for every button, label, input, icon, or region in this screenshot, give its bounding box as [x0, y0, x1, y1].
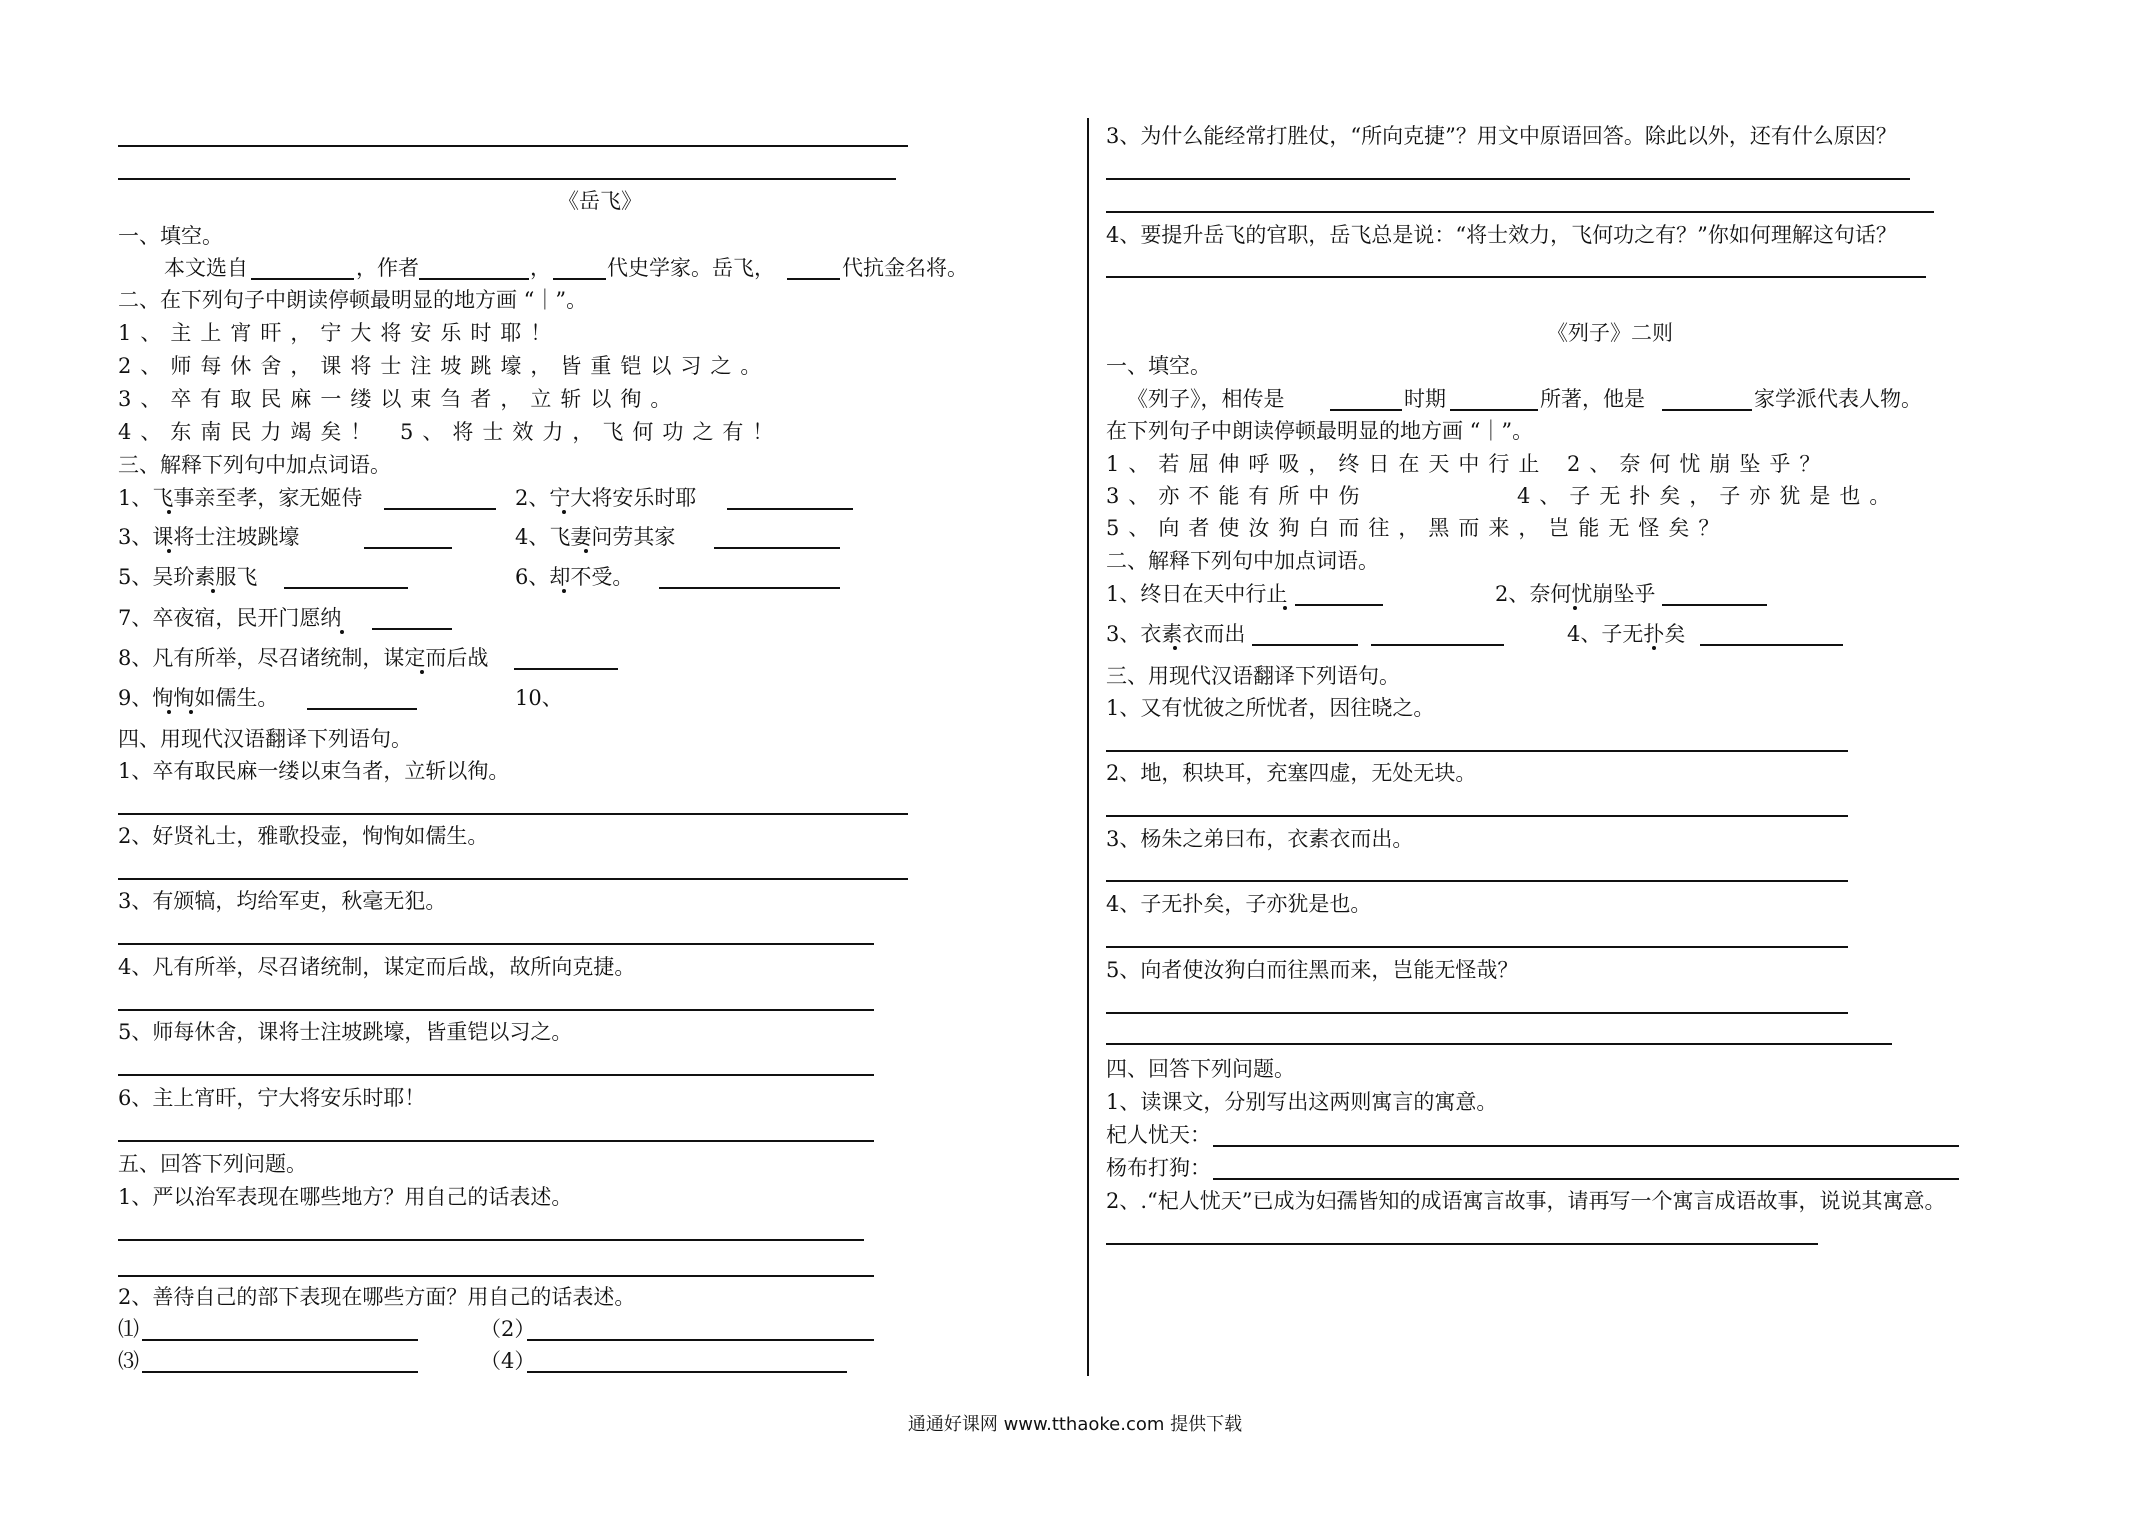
fill-text: 代抗金名将。 — [842, 256, 968, 280]
word-item: 10、 — [515, 686, 563, 710]
word-blank[interactable] — [1252, 644, 1358, 646]
fill-text: 代史学家。岳飞， — [607, 256, 775, 280]
translate-item: 1、卒有取民麻一缕以束刍者，立斩以徇。 — [118, 759, 510, 783]
emphasis-dot — [562, 510, 566, 514]
pause-sentence: 5、向者使汝狗白而往，黑而来，岂能无怪矣？ — [1106, 516, 1729, 540]
emphasis-dot — [167, 549, 171, 553]
pause-sentence: 3、卒有取民麻一缕以束刍者，立斩以徇。 — [118, 387, 681, 411]
word-item: 6、却不受。 — [515, 565, 634, 589]
word-item: 7、卒夜宿，民开门愿纳 — [118, 606, 342, 630]
fill-text: 所著，他是 — [1540, 387, 1645, 411]
word-item: 5、吴玠素服飞 — [118, 565, 258, 589]
answer-line[interactable] — [1106, 276, 1926, 278]
question-item: 1、读课文，分别写出这两则寓言的寓意。 — [1106, 1090, 1498, 1114]
word-blank[interactable] — [659, 587, 840, 589]
section-heading: 一、填空。 — [1106, 354, 1211, 378]
question-item: 2、.“杞人忧天”已成为妇孺皆知的成语寓言故事，请再写一个寓言成语故事，说说其寓意。 — [1106, 1189, 1946, 1213]
word-blank[interactable] — [1295, 604, 1383, 606]
emphasis-dot — [1173, 646, 1177, 650]
page-footer: 通通好课网 www.tthaoke.com 提供下载 — [907, 1414, 1243, 1435]
answer-line[interactable] — [1106, 1043, 1892, 1045]
word-blank[interactable] — [514, 668, 618, 670]
point-label: ⑴ — [118, 1317, 139, 1341]
question-item: 3、为什么能经常打胜仗，“所向克捷”？用文中原语回答。除此以外，还有什么原因？ — [1106, 124, 1897, 148]
answer-line[interactable] — [118, 813, 908, 815]
pause-sentence: 3、亦不能有所中伤 — [1106, 484, 1369, 508]
answer-line[interactable] — [1106, 211, 1934, 213]
translate-item: 6、主上宵旰，宁大将安乐时耶！ — [118, 1086, 426, 1110]
fill-text: 本文选自 — [164, 256, 248, 280]
pause-sentence: 4、子无扑矣，子亦犹是也。 — [1517, 484, 1900, 508]
answer-line[interactable] — [118, 878, 908, 880]
answer-line[interactable] — [118, 1009, 874, 1011]
emphasis-dot — [167, 710, 171, 714]
fill-text: 《列子》，相传是 — [1127, 387, 1285, 411]
section-heading: 一、填空。 — [118, 224, 223, 248]
point-label: ⑶ — [118, 1349, 139, 1373]
word-item: 2、奈何忧崩坠乎 — [1495, 582, 1656, 606]
word-blank[interactable] — [364, 547, 452, 549]
word-item: 4、子无扑矣 — [1567, 622, 1686, 646]
pause-sentence: 2、奈何忧崩坠乎？ — [1567, 452, 1830, 476]
answer-line[interactable] — [118, 943, 874, 945]
translate-item: 5、师每休舍，课将士注坡跳壕，皆重铠以习之。 — [118, 1020, 573, 1044]
answer-line[interactable] — [1213, 1145, 1959, 1147]
column-divider — [1087, 118, 1089, 1376]
word-blank[interactable] — [1700, 644, 1843, 646]
section-heading: 四、回答下列问题。 — [1106, 1057, 1295, 1081]
answer-line[interactable] — [118, 178, 896, 180]
moral-label: 杞人忧天： — [1106, 1123, 1211, 1147]
fill-blank[interactable] — [419, 278, 529, 280]
fill-text: ， — [530, 256, 551, 280]
moral-label: 杨布打狗： — [1106, 1156, 1211, 1180]
translate-item: 4、凡有所举，尽召诸统制，谋定而后战，故所向克捷。 — [118, 955, 636, 979]
word-item: 3、课将士注坡跳壕 — [118, 525, 300, 549]
word-item: 1、飞事亲至孝，家无姬侍 — [118, 486, 363, 510]
answer-line[interactable] — [118, 1074, 874, 1076]
translate-item: 2、好贤礼士，雅歌投壶，恂恂如儒生。 — [118, 824, 489, 848]
fill-text: 家学派代表人物。 — [1754, 387, 1922, 411]
fill-blank[interactable] — [1450, 409, 1538, 411]
emphasis-dot — [420, 670, 424, 674]
section-heading: 在下列句子中朗读停顿最明显的地方画 “｜”。 — [1106, 419, 1534, 443]
answer-line[interactable] — [118, 1140, 874, 1142]
translate-item: 1、又有忧彼之所忧者，因往晓之。 — [1106, 696, 1435, 720]
word-item: 9、恂恂如儒生。 — [118, 686, 279, 710]
question-item: 4、要提升岳飞的官职，岳飞总是说：“将士效力，飞何功之有？”你如何理解这句话？ — [1106, 223, 1897, 247]
word-item: 4、飞妻问劳其家 — [515, 525, 676, 549]
fill-blank[interactable] — [553, 278, 606, 280]
question-item: 2、善待自己的部下表现在哪些方面？用自己的话表述。 — [118, 1285, 636, 1309]
emphasis-dot — [189, 710, 193, 714]
translate-item: 3、杨朱之弟曰布，衣素衣而出。 — [1106, 827, 1414, 851]
word-blank[interactable] — [384, 508, 496, 510]
section-heading: 二、解释下列句中加点词语。 — [1106, 549, 1379, 573]
word-blank[interactable] — [727, 508, 853, 510]
pause-sentence: 2、师每休舍，课将士注坡跳壕，皆重铠以习之。 — [118, 354, 771, 378]
question-item: 1、严以治军表现在哪些地方？用自己的话表述。 — [118, 1185, 573, 1209]
pause-sentence: 1、若屈伸呼吸，终日在天中行止 — [1106, 452, 1549, 476]
word-item: 1、终日在天中行止 — [1106, 582, 1288, 606]
answer-line[interactable] — [1106, 880, 1848, 882]
answer-line[interactable] — [118, 1239, 864, 1241]
fill-text: 时期 — [1404, 387, 1446, 411]
pause-sentence: 5、将士效力，飞何功之有！ — [400, 420, 783, 444]
answer-line[interactable] — [1106, 815, 1848, 817]
emphasis-dot — [562, 589, 566, 593]
answer-line[interactable] — [527, 1339, 874, 1341]
answer-line[interactable] — [118, 145, 908, 147]
section-heading: 三、解释下列句中加点词语。 — [118, 453, 391, 477]
answer-line[interactable] — [1106, 1243, 1818, 1245]
section-heading: 五、回答下列问题。 — [118, 1152, 307, 1176]
word-item: 3、衣素衣而出 — [1106, 622, 1246, 646]
emphasis-dot — [211, 589, 215, 593]
word-blank[interactable] — [1662, 604, 1767, 606]
answer-line[interactable] — [1106, 750, 1848, 752]
answer-line[interactable] — [1106, 178, 1910, 180]
answer-line[interactable] — [142, 1339, 418, 1341]
word-blank[interactable] — [714, 547, 840, 549]
emphasis-dot — [1652, 646, 1656, 650]
answer-line[interactable] — [1213, 1178, 1959, 1180]
emphasis-dot — [167, 510, 171, 514]
point-label: （2） — [480, 1317, 536, 1341]
answer-line[interactable] — [1106, 1012, 1848, 1014]
point-label: （4） — [480, 1349, 536, 1373]
section-heading: 四、用现代汉语翻译下列语句。 — [118, 727, 412, 751]
word-blank[interactable] — [372, 628, 452, 630]
section-title-yuefei: 《岳飞》 — [558, 189, 642, 213]
fill-blank[interactable] — [787, 278, 840, 280]
fill-blank[interactable] — [1330, 409, 1402, 411]
translate-item: 3、有颁犒，均给军吏，秋毫无犯。 — [118, 889, 447, 913]
word-item: 2、宁大将安乐时耶 — [515, 486, 697, 510]
answer-line[interactable] — [142, 1371, 418, 1373]
fill-blank[interactable] — [251, 278, 354, 280]
word-item: 8、凡有所举，尽召诸统制，谋定而后战 — [118, 646, 489, 670]
pause-sentence: 4、东南民力竭矣！ — [118, 420, 381, 444]
fill-blank[interactable] — [1662, 409, 1752, 411]
pause-sentence: 1、主上宵旰，宁大将安乐时耶！ — [118, 321, 561, 345]
emphasis-dot — [584, 549, 588, 553]
fill-text: ，作者 — [356, 256, 419, 280]
word-blank[interactable] — [284, 587, 408, 589]
answer-line[interactable] — [527, 1371, 847, 1373]
translate-item: 4、子无扑矣，子亦犹是也。 — [1106, 892, 1372, 916]
section-title-liezi: 《列子》二则 — [1547, 321, 1673, 345]
emphasis-dot — [1283, 606, 1287, 610]
emphasis-dot — [1573, 606, 1577, 610]
emphasis-dot — [340, 630, 344, 634]
translate-item: 2、地，积块耳，充塞四虚，无处无块。 — [1106, 761, 1477, 785]
answer-line[interactable] — [1106, 946, 1848, 948]
section-heading: 三、用现代汉语翻译下列语句。 — [1106, 664, 1400, 688]
section-heading: 二、在下列句子中朗读停顿最明显的地方画 “｜”。 — [118, 288, 588, 312]
word-blank[interactable] — [307, 708, 417, 710]
answer-line[interactable] — [118, 1275, 874, 1277]
word-blank[interactable] — [1371, 644, 1504, 646]
translate-item: 5、向者使汝狗白而往黑而来，岂能无怪哉？ — [1106, 958, 1519, 982]
